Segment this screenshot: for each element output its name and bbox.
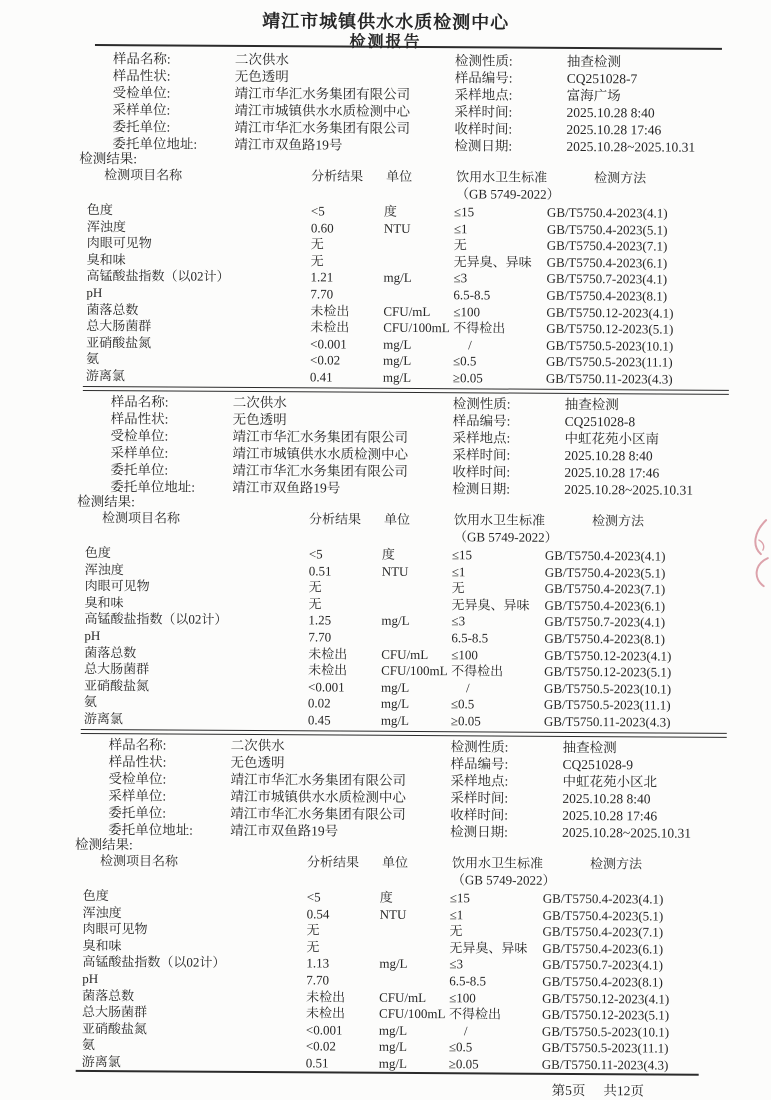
sampling-unit-label: 采样单位:	[110, 445, 169, 461]
item-result: 无	[306, 939, 320, 955]
item-standard: 不得检出	[449, 1006, 502, 1022]
item-name: 浑浊度	[86, 218, 126, 234]
item-method: GB/T5750.4-2023(7.1)	[546, 237, 668, 254]
item-method: GB/T5750.11-2023(4.3)	[543, 713, 671, 730]
sampling-unit-value: 靖江市城镇供水水质检测中心	[230, 788, 406, 805]
item-name: 菌落总数	[86, 301, 139, 317]
col-header-unit: 单位	[386, 168, 413, 184]
item-result: 无	[308, 579, 322, 595]
item-result: 7.70	[306, 972, 330, 988]
results-table-body	[76, 545, 729, 732]
item-standard: 不得检出	[453, 320, 506, 336]
item-result: 未检出	[310, 302, 350, 319]
item-method: GB/T5750.4-2023(8.1)	[542, 973, 663, 990]
item-name: 游离氯	[85, 367, 126, 384]
sample-no-label: 样品编号:	[454, 70, 513, 86]
item-unit: CFU/100mL	[381, 662, 448, 679]
item-standard: ≥0.05	[452, 370, 483, 386]
item-unit: NTU	[381, 563, 409, 579]
sampling-unit-label: 采样单位:	[112, 102, 171, 118]
sample-state-label: 样品性状:	[108, 754, 167, 770]
item-standard: /	[463, 1023, 468, 1039]
sample-name-value: 二次供水	[232, 394, 287, 411]
item-method: GB/T5750.12-2023(5.1)	[546, 320, 674, 337]
col-header-unit: 单位	[381, 854, 409, 870]
item-unit: mg/L	[379, 956, 408, 972]
client-unit-label: 委托单位:	[108, 805, 167, 821]
item-result: 0.45	[307, 712, 331, 728]
results-label: 检测结果:	[77, 493, 135, 510]
item-result: 未检出	[306, 988, 346, 1005]
sample-no-value: CQ251028-8	[564, 413, 636, 430]
sampling-time-value: 2025.10.28 8:40	[562, 790, 651, 807]
item-result: <0.001	[308, 679, 345, 695]
receive-time-value: 2025.10.28 17:46	[564, 464, 660, 481]
item-method: GB/T5750.4-2023(4.1)	[546, 204, 668, 221]
item-standard: ≤1	[451, 563, 466, 579]
sample-section	[76, 393, 730, 738]
item-unit: mg/L	[381, 613, 410, 629]
item-standard: /	[466, 680, 470, 696]
col-header-standard	[456, 168, 560, 203]
item-name: 臭和味	[84, 594, 124, 610]
item-result: 1.25	[308, 612, 332, 628]
item-standard: 6.5-8.5	[449, 973, 487, 989]
red-stamp-fragment	[745, 516, 769, 594]
sample-name-value: 二次供水	[234, 51, 289, 68]
item-unit: CFU/100mL	[379, 1005, 446, 1022]
item-result: 0.51	[308, 562, 332, 579]
item-method: GB/T5750.4-2023(6.1)	[546, 254, 668, 271]
item-result: 未检出	[308, 645, 348, 662]
sample-info-block	[77, 393, 730, 499]
item-method: GB/T5750.4-2023(5.1)	[546, 221, 668, 238]
item-method: GB/T5750.4-2023(5.1)	[542, 907, 664, 924]
item-name: 浑浊度	[84, 561, 124, 577]
item-method: GB/T5750.11-2023(4.3)	[541, 1056, 669, 1073]
item-result: <5	[306, 889, 321, 905]
item-method: GB/T5750.12-2023(5.1)	[544, 663, 672, 680]
col-header-method: 检测方法	[589, 856, 643, 872]
client-unit-value: 靖江市华汇水务集团有限公司	[230, 805, 406, 822]
item-result: 7.70	[308, 629, 332, 645]
item-method: GB/T5750.4-2023(4.1)	[542, 890, 664, 907]
item-method: GB/T5750.12-2023(4.1)	[542, 990, 670, 1007]
client-address-label: 委托单位地址:	[108, 822, 193, 838]
item-name: 肉眼可见物	[84, 578, 150, 594]
item-standard: ≤0.5	[450, 696, 475, 712]
inspected-unit-value: 靖江市华汇水务集团有限公司	[234, 85, 411, 102]
item-result: 未检出	[306, 1005, 346, 1021]
sampling-time-label: 采样时间:	[452, 447, 511, 463]
item-name: 浑浊度	[82, 904, 122, 920]
sampling-unit-label: 采样单位:	[108, 788, 167, 804]
item-standard: ≥0.05	[448, 1056, 479, 1072]
col-header-method: 检测方法	[594, 170, 647, 186]
item-result: 无	[310, 253, 324, 269]
test-nature-label: 检测性质:	[450, 739, 509, 755]
item-method: GB/T5750.5-2023(10.1)	[546, 337, 674, 354]
item-method: GB/T5750.4-2023(6.1)	[542, 940, 664, 957]
col-header-item-name: 检测项目名称	[102, 510, 181, 526]
item-name: 亚硝酸盐氮	[86, 334, 152, 351]
item-unit: mg/L	[382, 369, 412, 385]
receive-time-label: 收样时间:	[454, 121, 513, 137]
item-unit: mg/L	[381, 679, 410, 695]
item-standard: ≤0.5	[452, 353, 477, 369]
item-standard: 无	[453, 237, 467, 253]
test-nature-value: 抽查检测	[564, 396, 619, 413]
item-name: 臭和味	[86, 251, 126, 268]
item-method: GB/T5750.7-2023(4.1)	[542, 957, 664, 973]
receive-time-label: 收样时间:	[450, 807, 509, 823]
test-date-value: 2025.10.28~2025.10.31	[564, 481, 694, 498]
item-method: GB/T5750.7-2023(4.1)	[546, 271, 668, 287]
item-standard: 无异臭、异味	[449, 939, 528, 956]
item-method: GB/T5750.4-2023(4.1)	[544, 547, 666, 564]
standard-title: 饮用水卫生标准	[454, 512, 546, 528]
item-name: 氨	[83, 694, 98, 710]
inspected-unit-value: 靖江市华汇水务集团有限公司	[232, 428, 409, 445]
sample-info-block	[79, 50, 732, 156]
item-unit: 度	[379, 889, 393, 905]
results-table-header	[77, 509, 729, 549]
sample-name-value: 二次供水	[230, 737, 285, 754]
standard-title: 饮用水卫生标准	[451, 855, 544, 871]
sampling-time-label: 采样时间:	[454, 104, 513, 120]
item-standard: ≤1	[453, 220, 468, 236]
item-result: <0.02	[305, 1038, 336, 1054]
item-method: GB/T5750.12-2023(4.1)	[544, 647, 672, 664]
item-name: 高锰酸盐指数（以02计）	[82, 954, 226, 971]
item-result: 未检出	[310, 319, 350, 335]
sampling-site-value: 中虹花苑小区南	[564, 430, 660, 447]
item-standard: ≤100	[451, 646, 478, 662]
item-method: GB/T5750.5-2023(11.1)	[545, 354, 673, 370]
item-name: pH	[84, 627, 101, 644]
item-unit: mg/L	[378, 1055, 407, 1071]
client-address-label: 委托单位地址:	[112, 136, 198, 152]
sampling-site-label: 采样地点:	[450, 773, 509, 789]
item-method: GB/T5750.4-2023(7.1)	[542, 923, 664, 940]
item-unit: NTU	[379, 906, 407, 922]
item-unit: mg/L	[383, 336, 412, 352]
test-date-label: 检测日期:	[452, 481, 511, 497]
item-name: 色度	[82, 887, 109, 904]
item-method: GB/T5750.5-2023(10.1)	[544, 680, 672, 697]
client-unit-label: 委托单位:	[112, 119, 171, 135]
item-method: GB/T5750.12-2023(4.1)	[546, 304, 674, 321]
item-name: 总大肠菌群	[82, 1004, 148, 1020]
results-label: 检测结果:	[75, 836, 133, 853]
item-unit: mg/L	[383, 270, 412, 286]
item-unit: CFU/mL	[383, 303, 431, 319]
client-address-value: 靖江市双鱼路19号	[234, 136, 343, 153]
col-header-item-name: 检测项目名称	[104, 167, 183, 183]
item-standard: ≤15	[453, 204, 475, 220]
item-unit: CFU/mL	[381, 646, 429, 662]
sample-no-label: 样品编号:	[452, 413, 511, 429]
sampling-unit-value: 靖江市城镇供水水质检测中心	[234, 102, 411, 119]
item-standard: ≤3	[453, 270, 468, 286]
item-unit: CFU/mL	[379, 989, 427, 1005]
item-name: 菌落总数	[82, 987, 135, 1003]
item-standard: 6.5-8.5	[451, 630, 489, 646]
item-result: <0.001	[310, 336, 347, 352]
item-name: pH	[82, 970, 99, 987]
sample-name-label: 样品名称:	[110, 394, 169, 410]
item-name: pH	[86, 284, 103, 301]
item-standard: ≤0.5	[448, 1039, 473, 1055]
item-method: GB/T5750.4-2023(8.1)	[546, 287, 668, 304]
report-center-title: 靖江市城镇供水水质检测中心	[262, 11, 510, 33]
inspected-unit-label: 受检单位:	[112, 85, 171, 101]
item-name: 色度	[86, 201, 114, 218]
inspected-unit-value: 靖江市华汇水务集团有限公司	[230, 771, 407, 788]
item-unit: mg/L	[380, 696, 410, 712]
test-nature-value: 抽查检测	[562, 739, 617, 756]
sampling-time-value: 2025.10.28 8:40	[564, 447, 653, 464]
item-standard: ≤15	[449, 890, 470, 906]
client-address-value: 靖江市双鱼路19号	[232, 479, 341, 496]
item-name: 氨	[86, 351, 100, 367]
test-date-label: 检测日期:	[450, 824, 508, 840]
results-table-header	[79, 166, 731, 206]
sample-state-label: 样品性状:	[112, 68, 171, 84]
inspected-unit-label: 受检单位:	[108, 771, 167, 787]
item-standard: 无异臭、异味	[451, 597, 530, 613]
sample-no-value: CQ251028-9	[562, 756, 634, 773]
item-name: 色度	[84, 544, 111, 561]
sampling-site-label: 采样地点:	[452, 430, 511, 446]
sample-info-block	[75, 736, 728, 842]
test-date-value: 2025.10.28~2025.10.31	[562, 824, 692, 841]
item-standard: 无异臭、异味	[453, 254, 532, 270]
item-name: 臭和味	[82, 937, 122, 953]
sampling-time-value: 2025.10.28 8:40	[566, 104, 655, 121]
item-result: 0.54	[306, 905, 330, 922]
client-unit-value: 靖江市华汇水务集团有限公司	[234, 119, 411, 136]
item-standard: ≤15	[451, 547, 473, 563]
test-nature-value: 抽查检测	[566, 53, 621, 70]
item-unit: mg/L	[378, 1022, 408, 1038]
item-name: 肉眼可见物	[82, 921, 148, 937]
item-standard: ≤1	[449, 906, 464, 922]
col-header-standard	[452, 854, 556, 889]
item-result: 无	[308, 596, 322, 612]
client-unit-label: 委托单位:	[110, 462, 169, 478]
sample-name-label: 样品名称:	[112, 51, 171, 67]
sampling-site-label: 采样地点:	[454, 87, 513, 103]
test-nature-label: 检测性质:	[452, 396, 511, 412]
item-result: 1.13	[306, 955, 330, 971]
item-name: 菌落总数	[84, 644, 137, 660]
sample-state-value: 无色透明	[230, 754, 285, 771]
item-unit: NTU	[383, 220, 411, 236]
sample-state-label: 样品性状:	[110, 411, 169, 427]
sampling-unit-value: 靖江市城镇供水水质检测中心	[232, 445, 409, 462]
item-method: GB/T5750.5-2023(11.1)	[543, 697, 671, 713]
standard-gb-ref: （GB 5749-2022）	[456, 186, 560, 202]
item-name: 亚硝酸盐氮	[84, 677, 150, 694]
item-result: 无	[306, 922, 320, 938]
sample-no-label: 样品编号:	[450, 756, 509, 772]
item-unit: CFU/100mL	[383, 319, 450, 336]
item-result: 0.41	[309, 369, 333, 385]
col-header-result: 分析结果	[311, 168, 364, 184]
item-method: GB/T5750.5-2023(10.1)	[541, 1023, 670, 1040]
test-date-label: 检测日期:	[454, 138, 513, 154]
report-title: 检测报告	[349, 33, 422, 52]
item-standard: 不得检出	[451, 663, 504, 679]
col-header-standard	[454, 511, 558, 546]
item-unit: 度	[383, 203, 398, 219]
test-nature-label: 检测性质:	[454, 53, 513, 69]
inspected-unit-label: 受检单位:	[110, 428, 169, 444]
item-standard: /	[468, 337, 472, 353]
client-address-label: 委托单位地址:	[110, 479, 196, 495]
col-header-unit: 单位	[384, 511, 411, 527]
sample-section	[78, 50, 732, 395]
page-number: 第5页	[551, 1082, 586, 1099]
item-unit: mg/L	[380, 712, 410, 728]
receive-time-label: 收样时间:	[452, 464, 511, 480]
item-name: 总大肠菌群	[84, 661, 150, 677]
item-standard: ≤3	[451, 613, 466, 629]
receive-time-value: 2025.10.28 17:46	[566, 121, 662, 138]
item-method: GB/T5750.5-2023(11.1)	[541, 1040, 669, 1056]
item-method: GB/T5750.4-2023(8.1)	[544, 630, 666, 647]
item-name: 游离氯	[83, 710, 123, 727]
col-header-result: 分析结果	[306, 854, 360, 870]
item-unit: 度	[381, 546, 395, 562]
page-total: 共12页	[603, 1083, 644, 1099]
item-standard: ≤100	[453, 303, 481, 319]
item-result: 未检出	[308, 662, 348, 678]
col-header-result: 分析结果	[309, 511, 362, 527]
sampling-site-value: 中虹花苑小区北	[562, 773, 658, 790]
sampling-time-label: 采样时间:	[450, 790, 509, 806]
item-standard: ≤3	[449, 956, 464, 972]
item-result: 0.51	[305, 1055, 329, 1071]
item-result: 7.70	[310, 286, 334, 302]
sample-name-label: 样品名称:	[108, 737, 167, 753]
item-method: GB/T5750.12-2023(5.1)	[542, 1006, 670, 1023]
col-header-item-name: 检测项目名称	[99, 853, 179, 869]
item-unit: mg/L	[378, 1039, 408, 1055]
page-footer	[552, 1079, 644, 1100]
item-name: 肉眼可见物	[86, 235, 152, 251]
standard-gb-ref: （GB 5749-2022）	[451, 872, 556, 888]
results-table-body	[74, 888, 727, 1075]
client-address-value: 靖江市双鱼路19号	[230, 822, 339, 839]
item-standard: ≥0.05	[450, 713, 481, 729]
item-result: <5	[310, 203, 325, 219]
item-result: 0.02	[307, 695, 331, 711]
item-standard: 6.5-8.5	[453, 287, 491, 303]
item-name: 高锰酸盐指数（以02计）	[86, 268, 230, 285]
item-result: 1.21	[310, 269, 334, 285]
results-table-header	[75, 852, 727, 892]
item-result: 无	[310, 236, 324, 252]
item-standard: ≤100	[449, 989, 476, 1005]
receive-time-value: 2025.10.28 17:46	[562, 807, 658, 824]
client-unit-value: 靖江市华汇水务集团有限公司	[232, 462, 408, 479]
sample-section	[74, 736, 728, 1075]
item-result: <5	[308, 546, 323, 562]
item-result: <0.02	[310, 352, 341, 368]
item-name: 游离氯	[81, 1053, 121, 1070]
item-method: GB/T5750.4-2023(7.1)	[544, 580, 666, 597]
item-standard: 无	[449, 923, 463, 939]
item-result: 0.60	[310, 219, 334, 236]
item-name: 高锰酸盐指数（以02计）	[84, 611, 228, 628]
item-name: 亚硝酸盐氮	[81, 1020, 148, 1037]
item-standard: 无	[451, 580, 465, 596]
item-name: 氨	[81, 1037, 95, 1053]
item-method: GB/T5750.4-2023(5.1)	[544, 564, 666, 581]
sample-no-value: CQ251028-7	[566, 70, 638, 87]
standard-gb-ref: （GB 5749-2022）	[453, 529, 558, 545]
item-method: GB/T5750.11-2023(4.3)	[545, 370, 673, 387]
results-table-body	[78, 202, 731, 389]
standard-title: 饮用水卫生标准	[456, 169, 548, 185]
sample-state-value: 无色透明	[234, 68, 289, 85]
item-result: <0.001	[305, 1022, 343, 1038]
item-unit: mg/L	[383, 353, 412, 369]
sampling-site-value: 富海广场	[566, 87, 621, 104]
item-name: 总大肠菌群	[86, 318, 152, 334]
item-method: GB/T5750.4-2023(6.1)	[544, 597, 666, 614]
sample-state-value: 无色透明	[232, 411, 287, 428]
test-date-value: 2025.10.28~2025.10.31	[566, 138, 696, 155]
col-header-method: 检测方法	[592, 513, 645, 529]
results-label: 检测结果:	[79, 150, 138, 167]
item-method: GB/T5750.7-2023(4.1)	[544, 614, 666, 630]
